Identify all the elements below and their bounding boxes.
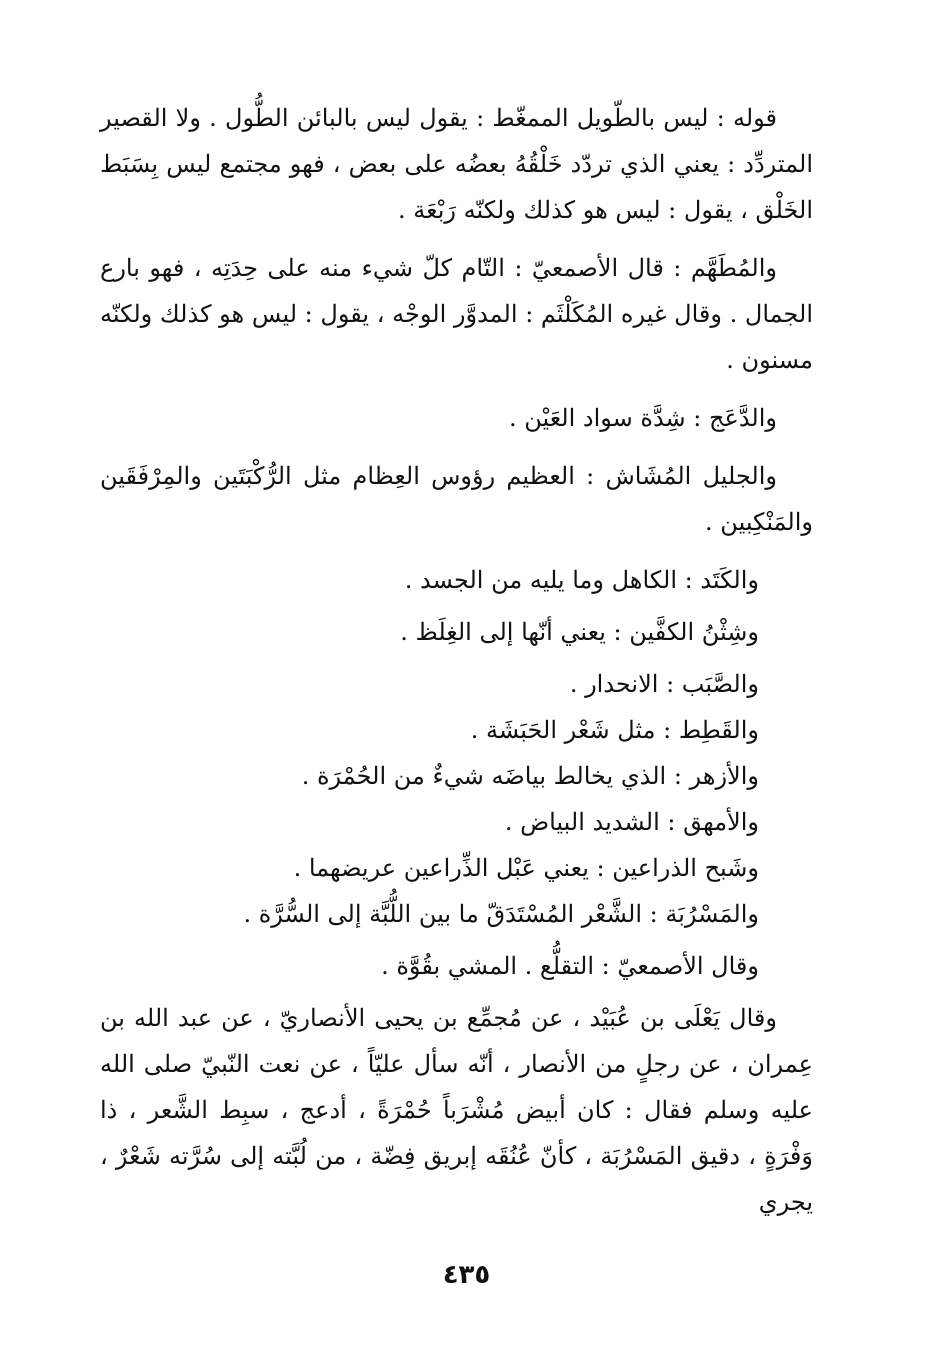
paragraph-5: وقال يَعْلَى بن عُبَيْد ، عن مُجمِّع بن يحيى الأنصاريّ ، عن عبد الله بن عِمران ، عن رجلٍ من الأنصار ، أنّه سأل عليّاً ، عن نعت النّبيّ صلى الله عليه وسلم فقال : كان أبيض مُشْرَباً حُمْرَةً ، أدعج ، سبِط الشَّعر ، ذا وَفْرَةٍ ، دقيق المَسْرُبَة ، كأنّ عُنُقَه إبريق فِضّة ، من لُبَّته إلى سُرَّته شَعْرٌ ، يجري [100, 1004, 813, 1216]
entry-shabah: وشَبح الذراعين : يعني عَبْل الذِّراعين عريضهما . [293, 854, 759, 882]
entry-azhar: والأزهر : الذي يخالط بياضَه شيءٌ من الحُمْرَة . [301, 762, 759, 790]
paragraph-2: والمُطَهَّم : قال الأصمعيّ : التّام كلّ شيء منه على حِدَتِه ، فهو بارع الجمال . وقال غيره المُكَلْثَم : المدوَّر الوجْه ، يقول : ليس هو كذلك ولكنّه مسنون . [100, 254, 813, 374]
paragraph-4: والجليل المُشَاش : العظيم رؤوس العِظام مثل الرُّكْبَتَين والمِرْفَقَين والمَنْكِبين . [100, 462, 813, 536]
entry-sabab: والصَّبَب : الانحدار . [569, 670, 759, 698]
entry-katad: والكَتَد : الكاهل وما يليه من الجسد . [404, 566, 759, 594]
entry-taqallu: وقال الأصمعيّ : التقلُّع . المشي بقُوَّة . [381, 952, 759, 980]
page-body [100, 95, 813, 1237]
page-number: ٤٣٥ [442, 1260, 491, 1290]
entry-shathn: وشِثْنُ الكفَّين : يعني أنّها إلى الغِلَظ . [400, 618, 759, 646]
entry-amhaq: والأمهق : الشديد البياض . [504, 808, 759, 836]
entry-qatat: والقَطِط : مثل شَعْر الحَبَشَة . [470, 716, 759, 744]
entry-masruba: والمَسْرُبَة : الشَّعْر المُسْتَدَقّ ما بين اللُّبَّة إلى السُّرَّة . [243, 900, 759, 928]
paragraph-1: قوله : ليس بالطّويل الممغّط : يقول ليس بالبائن الطُّول . ولا القصير المتردِّد : يعني الذي تردّد خَلْقُهُ بعضُه على بعض ، فهو مجتمع ليس بِسَبَط الخَلْق ، يقول : ليس هو كذلك ولكنّه رَبْعَة . [100, 104, 813, 224]
paragraph-3: والدَّعَج : شِدَّة سواد العَيْن . [508, 404, 777, 432]
